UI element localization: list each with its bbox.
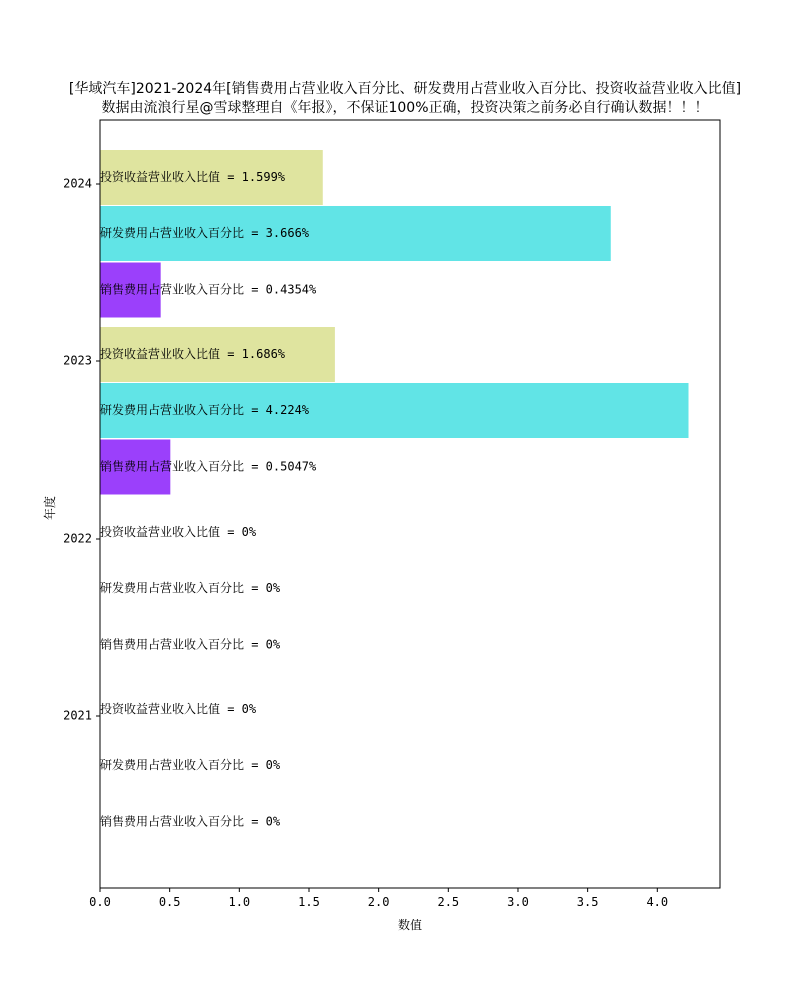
bar-label-invest-2021: 投资收益营业收入比值 = 0% <box>100 702 257 716</box>
bar-label-rd-2024: 研发费用占营业收入百分比 = 3.666% <box>100 226 310 240</box>
bar-label-sales-2024: 销售费用占营业收入百分比 = 0.4354% <box>100 282 317 297</box>
y-axis-label: 年度 <box>43 495 57 521</box>
chart-subtitle: 数据由流浪行星@雪球整理自《年报》，不保证100%正确，投资决策之前务必自行确认数据！！！ <box>101 100 709 116</box>
x-tick-label-2.5: 2.5 <box>437 895 460 909</box>
bars-layer <box>100 150 689 495</box>
chart-title: [华域汽车]2021-2024年[销售费用占营业收入百分比、研发费用占营业收入百分比、投资收益营业收入比值] <box>68 81 742 97</box>
bar-label-rd-2022: 研发费用占营业收入百分比 = 0% <box>100 581 281 595</box>
y-tick-label-2022: 2022 <box>63 531 92 546</box>
y-tick-label-2024: 2024 <box>63 176 92 191</box>
x-tick-label-0.5: 0.5 <box>158 895 181 909</box>
bar-label-rd-2021: 研发费用占营业收入百分比 = 0% <box>100 758 281 772</box>
x-tick-label-2.0: 2.0 <box>367 895 390 909</box>
x-tick-label-4.0: 4.0 <box>646 895 669 909</box>
bar-label-invest-2023: 投资收益营业收入比值 = 1.686% <box>100 347 286 361</box>
x-tick-label-1.5: 1.5 <box>298 895 320 909</box>
x-tick-label-0.0: 0.0 <box>89 895 111 909</box>
x-tick-label-3.0: 3.0 <box>507 895 529 909</box>
bar-label-rd-2023: 研发费用占营业收入百分比 = 4.224% <box>100 403 310 417</box>
x-axis-label: 数值 <box>397 918 423 932</box>
x-tick-label-3.5: 3.5 <box>576 895 599 909</box>
x-tick-label-1.0: 1.0 <box>228 895 251 909</box>
y-tick-label-2023: 2023 <box>63 353 92 368</box>
bar-label-invest-2022: 投资收益营业收入比值 = 0% <box>100 525 257 539</box>
bar-label-sales-2023: 销售费用占营业收入百分比 = 0.5047% <box>100 459 317 474</box>
bar-label-invest-2024: 投资收益营业收入比值 = 1.599% <box>100 170 286 184</box>
bar-label-sales-2022: 销售费用占营业收入百分比 = 0% <box>100 637 281 652</box>
y-tick-label-2021: 2021 <box>63 708 92 723</box>
bar-label-sales-2021: 销售费用占营业收入百分比 = 0% <box>100 814 281 829</box>
